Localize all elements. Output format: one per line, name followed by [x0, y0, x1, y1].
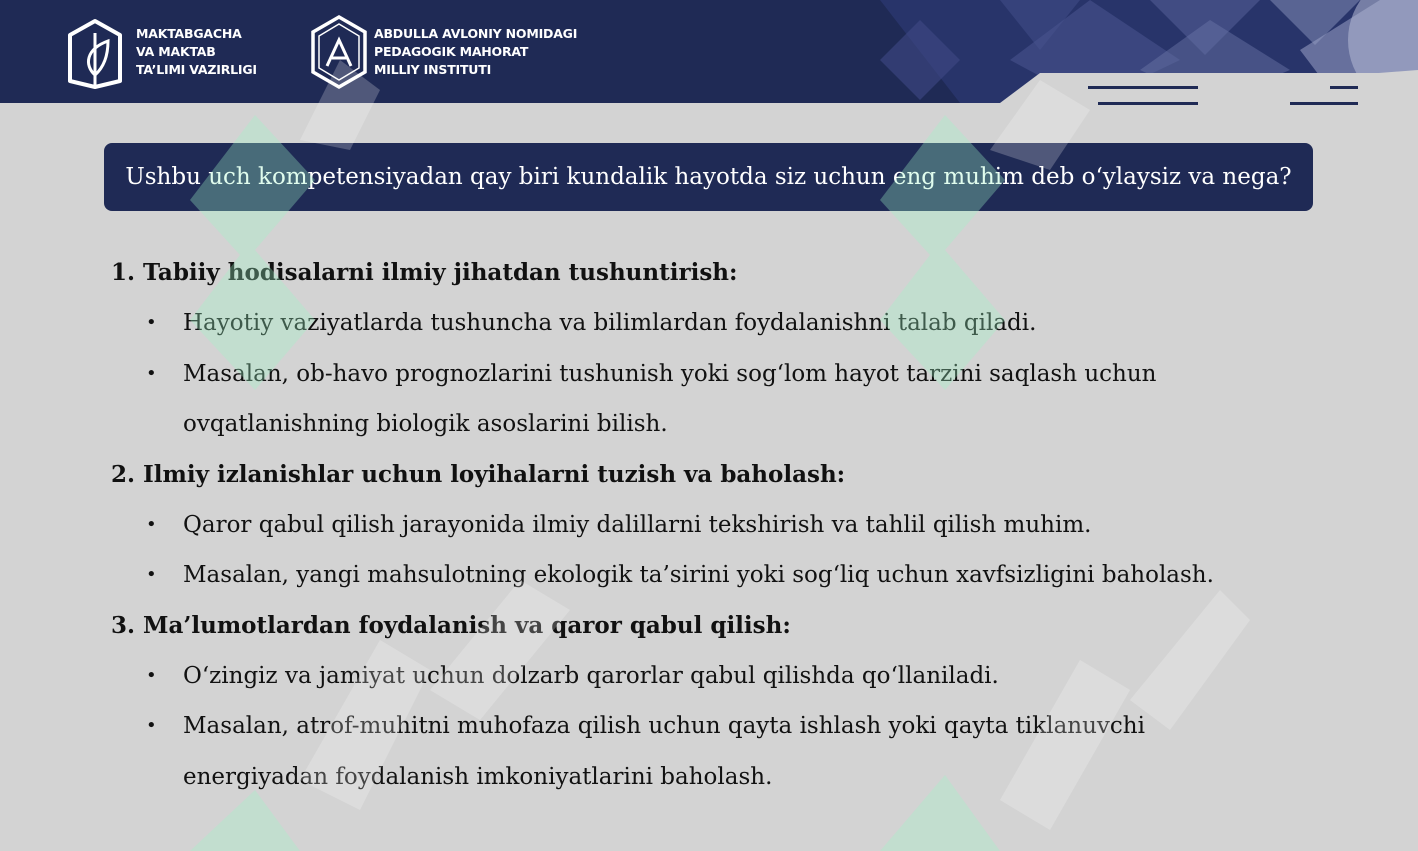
corner-line-decoration [1000, 70, 1380, 110]
ministry-name-line-3: TA’LIMI VAZIRLIGI [136, 62, 257, 77]
ministry-name-line-1: MAKTABGACHA [136, 26, 242, 41]
list-item [111, 298, 1331, 349]
institute-name-line-3: MILLIY INSTITUTI [374, 62, 492, 77]
list-item [111, 651, 1331, 702]
institute-name-line-2: PEDAGOGIK MAHORAT [374, 44, 529, 59]
bullet-text: O‘zingiz va jamiyat uchun dolzarb qarorlar qabul qilishda qo‘llaniladi. [183, 662, 999, 689]
section-3 [111, 601, 1331, 803]
ministry-name-line-2: VA MAKTAB [136, 44, 216, 59]
bullet-text: Hayotiy vaziyatlarda tushuncha va bilimlardan foydalanishni talab qiladi. [183, 310, 1037, 336]
list-item [111, 701, 1331, 802]
question-banner [104, 143, 1313, 211]
bullet-icon: • [146, 513, 157, 535]
bullet-icon: • [146, 664, 157, 686]
competency-list [111, 248, 1331, 802]
list-item [111, 550, 1331, 601]
bullet-icon: • [146, 312, 157, 333]
section-2 [111, 450, 1331, 601]
institute-logo [310, 14, 577, 90]
list-item [111, 500, 1331, 551]
section-heading: 2. Ilmiy izlanishlar uchun loyihalarni tuzish va baholash: [111, 460, 846, 488]
bullet-text: Masalan, atrof-muhitni muhofaza qilish uchun qayta ishlash yoki qayta tiklanuvchi energiyadan foydalanish imkoniyatlarini baholash. [183, 713, 1145, 790]
bullet-text: Qaror qabul qilish jarayonida ilmiy dalillarni tekshirish va tahlil qilish muhim. [183, 511, 1092, 538]
bullet-text: Masalan, ob-havo prognozlarini tushunish yoki sog‘lom hayot tarzini saqlash uchun ovqatlanishning biologik asoslarini bilish. [183, 360, 1157, 437]
hexagon-a-emblem-icon [310, 14, 368, 90]
section-1 [111, 248, 1331, 450]
institute-name-line-1: ABDULLA AVLONIY NOMIDAGI [374, 26, 578, 41]
question-text: Ushbu uch kompetensiyadan qay biri kundalik hayotda siz uchun eng muhim deb o‘ylaysiz va nega? [125, 164, 1292, 190]
ministry-logo [64, 15, 257, 89]
open-book-leaf-icon [64, 15, 126, 89]
list-item [111, 349, 1331, 450]
bullet-text: Masalan, yangi mahsulotning ekologik ta’sirini yoki sog‘liq uchun xavfsizligini baholash. [183, 562, 1214, 588]
bullet-icon: • [146, 715, 157, 736]
section-heading: 1. Tabiiy hodisalarni ilmiy jihatdan tushuntirish: [111, 259, 738, 286]
bullet-icon: • [146, 362, 157, 384]
bullet-icon: • [146, 564, 157, 585]
section-heading: 3. Ma’lumotlardan foydalanish va qaror qabul qilish: [111, 611, 791, 639]
